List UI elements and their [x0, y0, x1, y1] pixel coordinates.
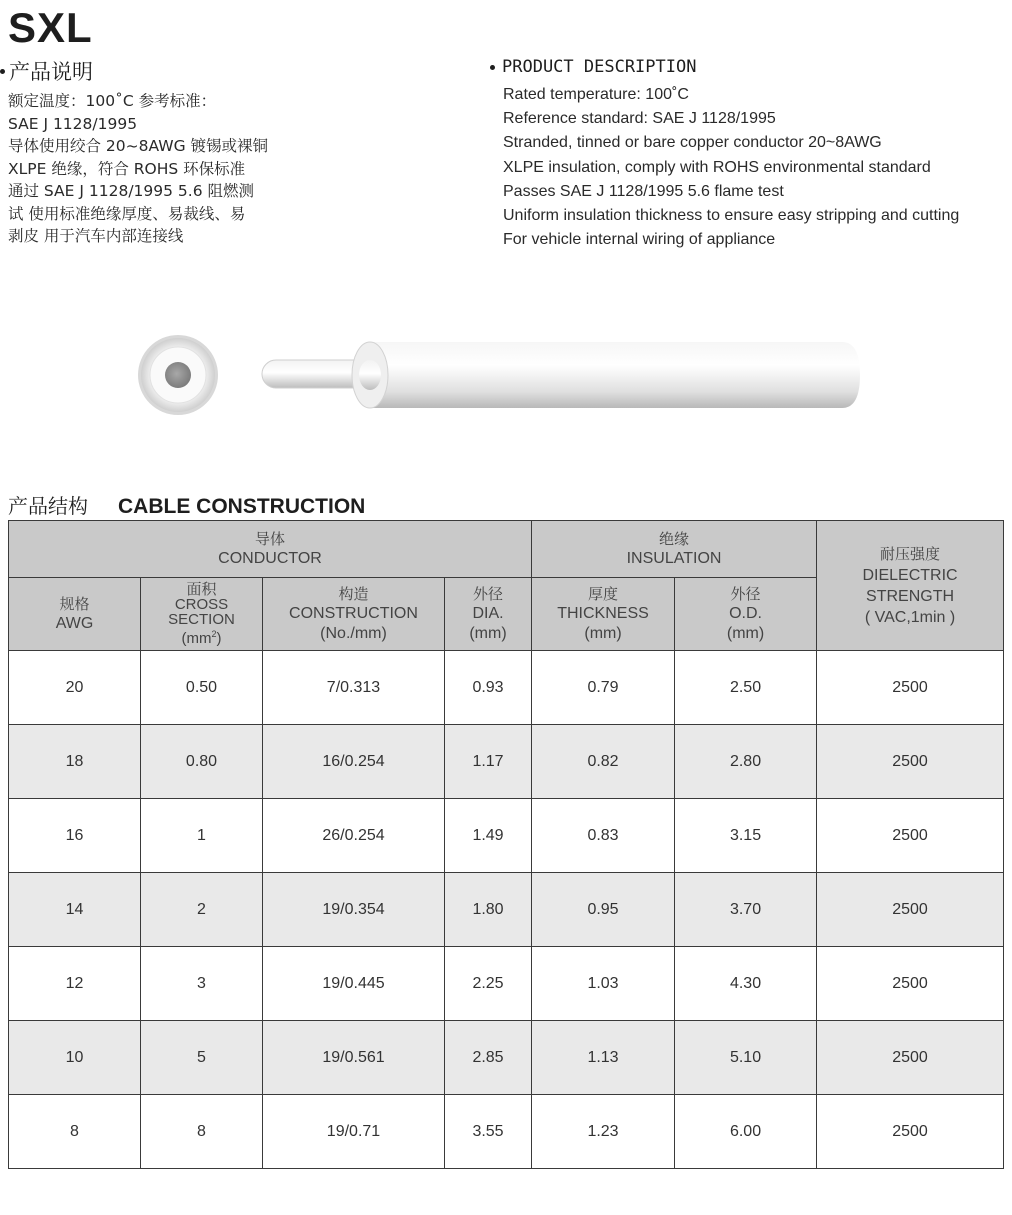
description-cn-line: 通过 SAE J 1128/1995 5.6 阻燃测 — [8, 182, 254, 200]
table-row — [9, 947, 1004, 1021]
cell-awg: 16 — [9, 799, 141, 873]
cable-cross-section-icon — [138, 335, 218, 415]
table-row — [9, 873, 1004, 947]
description-cn-line: 剥皮 用于汽车内部连接线 — [8, 227, 184, 245]
description-en — [490, 57, 1010, 252]
cell-construction: 19/0.445 — [263, 947, 445, 1021]
cell-dia: 3.55 — [445, 1095, 532, 1169]
cell-dielectric: 2500 — [817, 1021, 1004, 1095]
cell-cross-section: 8 — [141, 1095, 263, 1169]
cell-dia: 1.17 — [445, 725, 532, 799]
cell-awg: 8 — [9, 1095, 141, 1169]
table-row — [9, 799, 1004, 873]
cell-dielectric: 2500 — [817, 947, 1004, 1021]
cell-awg: 18 — [9, 725, 141, 799]
cell-cross-section: 5 — [141, 1021, 263, 1095]
col-cross-unit: $(mm^2)$ — [181, 629, 222, 647]
cell-od: 3.15 — [675, 799, 817, 873]
cell-construction: 16/0.254 — [263, 725, 445, 799]
section-title-cn: 产品结构 — [8, 494, 88, 518]
bullet-icon — [490, 65, 495, 70]
col-header-construction — [263, 578, 445, 651]
cell-thickness: 0.79 — [532, 651, 675, 725]
col-cross-cn: 面积 — [186, 580, 217, 598]
cell-dia: 1.80 — [445, 873, 532, 947]
section-title — [8, 490, 365, 519]
description-en-line: Stranded, tinned or bare copper conductor 20~8AWG — [503, 134, 882, 152]
col-cross-en1: CROSS — [174, 596, 229, 613]
description-en-line: XLPE insulation, comply with ROHS environmental standard — [503, 158, 931, 176]
description-cn-line: 导体使用绞合 20~8AWG 镀锡或裸铜 — [8, 137, 269, 155]
description-cn-line: XLPE 绝缘，符合 ROHS 环保标准 — [8, 159, 246, 178]
cell-construction: 26/0.254 — [263, 799, 445, 873]
description-en-line: For vehicle internal wiring of appliance — [503, 231, 776, 249]
cell-dia: 2.25 — [445, 947, 532, 1021]
cell-dielectric: 2500 — [817, 651, 1004, 725]
col-awg-en: AWG — [55, 615, 94, 632]
table-row — [9, 725, 1004, 799]
cell-awg: 12 — [9, 947, 141, 1021]
col-thickness-cn: 厚度 — [588, 585, 619, 603]
cell-construction: 19/0.354 — [263, 873, 445, 947]
description-en-line: Reference standard: SAE J 1128/1995 — [503, 110, 776, 128]
table-group-header-row — [9, 521, 1004, 578]
cell-construction: 19/0.561 — [263, 1021, 445, 1095]
cell-cross-section: 0.50 — [141, 651, 263, 725]
description-en-line: Passes SAE J 1128/1995 5.6 flame test — [503, 182, 784, 200]
cell-dia: 2.85 — [445, 1021, 532, 1095]
description-cn-line: 额定温度：100˚C 参考标准： — [8, 92, 217, 110]
cell-dielectric: 2500 — [817, 1095, 1004, 1169]
insulation-group-header — [532, 521, 817, 578]
cell-thickness: 0.95 — [532, 873, 675, 947]
description-cn-line: SAE J 1128/1995 — [8, 114, 138, 133]
cell-dielectric: 2500 — [817, 725, 1004, 799]
cell-od: 3.70 — [675, 873, 817, 947]
table-row — [9, 1021, 1004, 1095]
col-construction-cn: 构造 — [338, 585, 369, 603]
description-en-line: Rated temperature: 100˚C — [503, 86, 689, 103]
col-dia-cn: 外径 — [473, 585, 504, 603]
cell-thickness: 0.82 — [532, 725, 675, 799]
conductor-group-header — [9, 521, 532, 578]
table-row — [9, 1095, 1004, 1169]
description-cn-heading-text: 产品说明 — [9, 61, 93, 84]
dielectric-cn: 耐压强度 — [880, 544, 941, 563]
cell-cross-section: 3 — [141, 947, 263, 1021]
description-en-heading — [490, 57, 1010, 77]
col-thickness-en: THICKNESS — [557, 605, 649, 622]
col-awg-cn: 规格 — [59, 595, 90, 613]
cell-construction: 7/0.313 — [263, 651, 445, 725]
col-header-thickness — [532, 578, 675, 651]
conductor-en: CONDUCTOR — [218, 550, 322, 567]
cell-cross-section: 0.80 — [141, 725, 263, 799]
cell-thickness: 0.83 — [532, 799, 675, 873]
col-od-cn: 外径 — [730, 585, 761, 603]
description-cn-line: 试 使用标准绝缘厚度、易裁线、易 — [8, 204, 246, 223]
cell-od: 5.10 — [675, 1021, 817, 1095]
cell-od: 2.80 — [675, 725, 817, 799]
cell-construction: 19/0.71 — [263, 1095, 445, 1169]
cell-dia: 1.49 — [445, 799, 532, 873]
col-header-dia — [445, 578, 532, 651]
cell-awg: 20 — [9, 651, 141, 725]
cell-od: 2.50 — [675, 651, 817, 725]
col-thickness-unit: (mm) — [584, 625, 622, 642]
cell-od: 4.30 — [675, 947, 817, 1021]
col-od-en: O.D. — [729, 605, 762, 622]
col-header-od — [675, 578, 817, 651]
cell-dielectric: 2500 — [817, 873, 1004, 947]
col-dia-unit: (mm) — [469, 625, 507, 642]
insulation-cn: 绝缘 — [659, 530, 690, 548]
cable-illustration — [130, 325, 870, 425]
col-header-awg — [9, 578, 141, 651]
col-header-cross-section — [141, 578, 263, 651]
dielectric-unit: ( VAC,1min ) — [864, 608, 956, 626]
col-cross-en2: SECTION — [168, 611, 235, 628]
col-construction-en: CONSTRUCTION — [289, 605, 418, 622]
cell-dia: 0.93 — [445, 651, 532, 725]
description-en-line: Uniform insulation thickness to ensure easy stripping and cutting — [503, 207, 960, 225]
col-od-unit: (mm) — [726, 625, 765, 642]
product-title: SXL — [8, 4, 93, 51]
description-en-heading-text: PRODUCT DESCRIPTION — [502, 57, 697, 77]
cable-side-view-icon — [262, 342, 860, 408]
dielectric-header — [817, 521, 1004, 651]
cell-cross-section: 1 — [141, 799, 263, 873]
cell-od: 6.00 — [675, 1095, 817, 1169]
description-cn — [0, 56, 300, 248]
cell-awg: 10 — [9, 1021, 141, 1095]
conductor-cn: 导体 — [255, 530, 286, 548]
cell-awg: 14 — [9, 873, 141, 947]
cell-thickness: 1.03 — [532, 947, 675, 1021]
cell-dielectric: 2500 — [817, 799, 1004, 873]
cable-construction-table — [8, 520, 1004, 1169]
cell-cross-section: 2 — [141, 873, 263, 947]
col-construction-unit: (No./mm) — [320, 625, 387, 642]
insulation-en: INSULATION — [626, 550, 722, 567]
section-title-en: CABLE CONSTRUCTION — [118, 495, 366, 518]
col-dia-en: DIA. — [472, 605, 504, 622]
dielectric-en2: STRENGTH — [866, 587, 955, 605]
cell-thickness: 1.23 — [532, 1095, 675, 1169]
cell-thickness: 1.13 — [532, 1021, 675, 1095]
description-cn-heading — [0, 56, 300, 86]
dielectric-en1: DIELECTRIC — [862, 566, 958, 584]
table-row — [9, 651, 1004, 725]
bullet-icon — [0, 69, 5, 74]
